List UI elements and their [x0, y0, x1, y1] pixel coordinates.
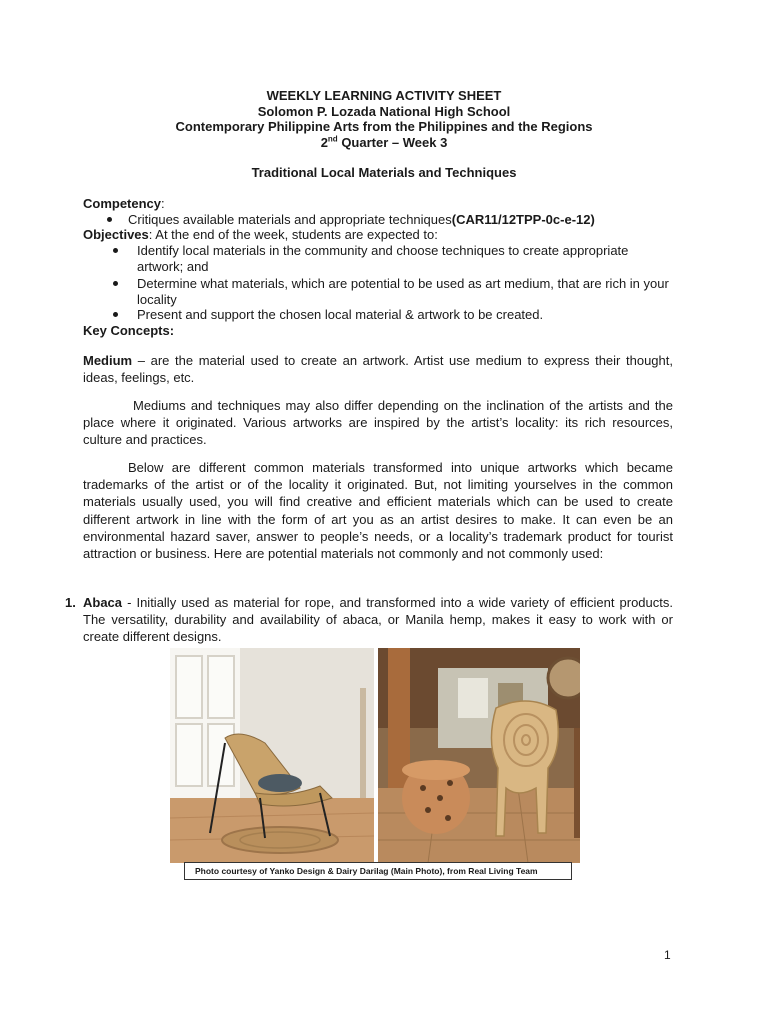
objectives-heading: Objectives: At the end of the week, students are expected to: [83, 227, 438, 242]
material-description: - Initially used as material for rope, and transformed into a wide variety of efficient products. The versatility, durability and availability of abaca, or Manila hemp, makes it easy to work with or create different designs. [83, 595, 673, 645]
objective-item: Identify local materials in the community and choose techniques to create appropriate artwork; and [137, 243, 675, 275]
bullet-icon [113, 312, 118, 317]
abaca-chair-photo [378, 648, 580, 863]
school-name: Solomon P. Lozada National High School [257, 103, 511, 119]
sheet-title: WEEKLY LEARNING ACTIVITY SHEET [266, 88, 502, 103]
competency-heading: Competency: [83, 196, 165, 211]
objective-item: Determine what materials, which are potential to be used as art medium, that are rich in your locality [137, 276, 675, 308]
subject-name: Contemporary Philippine Arts from the Philippines and the Regions [175, 119, 593, 134]
bullet-icon [113, 248, 118, 253]
lesson-title: Traditional Local Materials and Techniques [251, 165, 517, 180]
medium-definition: Medium – are the material used to create an artwork. Artist use medium to express their thought, ideas, feelings, etc. [83, 353, 673, 386]
document-header [0, 88, 768, 150]
objective-item: Present and support the chosen local material & artwork to be created. [137, 307, 675, 323]
key-concepts-heading: Key Concepts: [83, 323, 175, 338]
techniques-paragraph: Mediums and techniques may also differ depending on the inclination of the artists and the place where it originated. Various artworks are inspired by the artist’s locality: its rich resources, culture and practices. [83, 398, 673, 448]
page-number: 1 [664, 948, 671, 962]
materials-intro-paragraph: Below are different common materials transformed into unique artworks which became trademarks of the artist or of the locality it originated. But, not limiting yourselves in the common materials usually used, you will find creative and efficient materials which can be used to create different artwork in line with the form of art you as an artist desires to make. It can even be an environmental hazard saver, answer to people’s needs, or a locality’s trademark product for tourist attraction or business. Here are potential materials not commonly and not commonly used: [83, 460, 673, 562]
rattan-lounge-chair-photo [170, 648, 374, 863]
abaca-photos [170, 648, 580, 863]
quarter-week: 2nd Quarter – Week 3 [320, 134, 448, 150]
material-item-abaca [65, 594, 673, 646]
material-name: Abaca [83, 595, 123, 610]
photo-caption: Photo courtesy of Yanko Design & Dairy Darilag (Main Photo), from Real Living Team [184, 862, 572, 880]
material-number: 1. [65, 595, 76, 610]
bullet-icon [113, 281, 118, 286]
competency-item: Critiques available materials and appropriate techniques(CAR11/12TPP-0c-e-12) [128, 212, 688, 228]
bullet-icon [107, 217, 112, 222]
